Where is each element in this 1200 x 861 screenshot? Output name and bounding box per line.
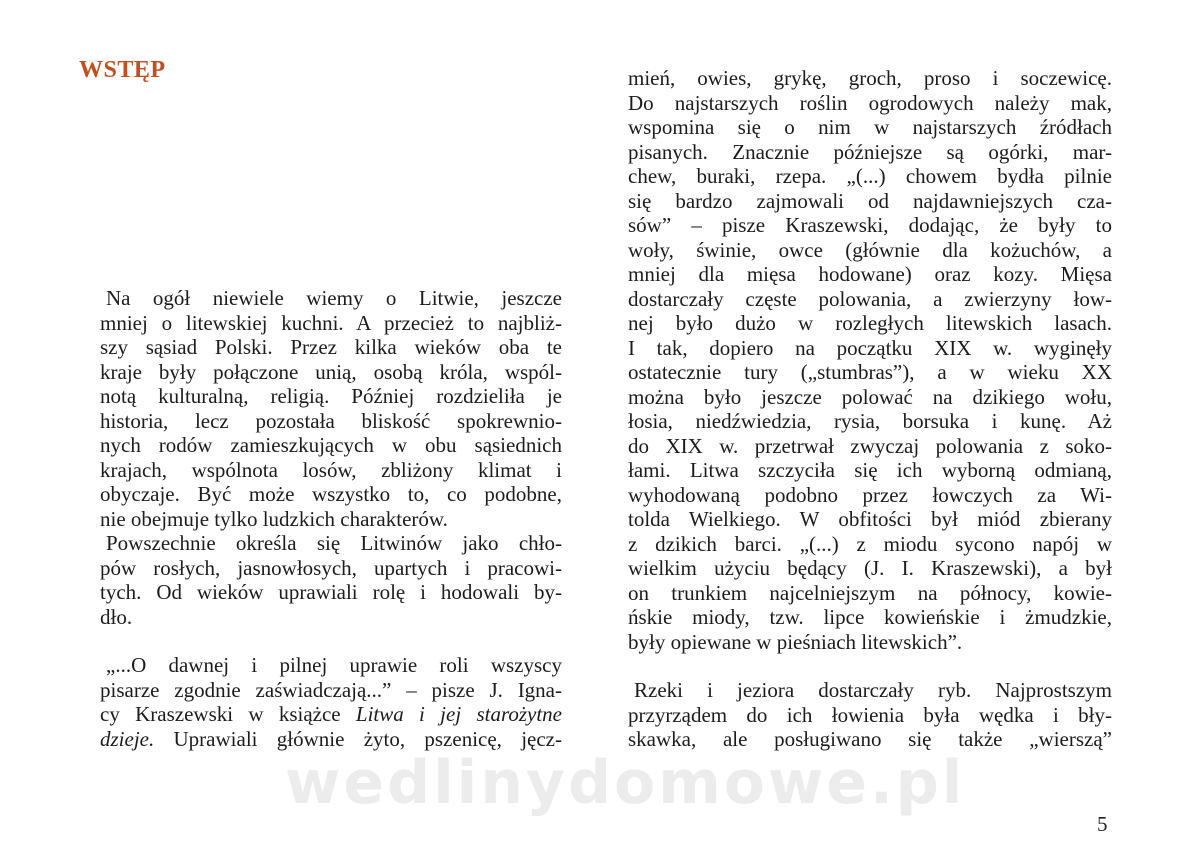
- text-line: były opiewane w pieśniach litewskich”.: [628, 629, 963, 654]
- text-line: pów rosłych, jasnowłosych, upartych i pracowi-: [100, 555, 562, 580]
- right-column: [628, 66, 1112, 752]
- text-fragment: Uprawiali głównie żyto, pszenicę, jęcz-: [154, 726, 562, 751]
- watermark-text: wedlinydomowe.pl: [285, 748, 966, 818]
- text-line: I tak, dopiero na początku XIX w. wyginęły: [628, 335, 1112, 360]
- text-line: tych. Od wieków uprawiali rolę i hodowali by-: [100, 580, 562, 604]
- paragraph-gap: [100, 629, 562, 653]
- text-line: historia, lecz pozostała bliskość spokrewnio-: [100, 408, 562, 433]
- paragraph-3: [100, 653, 562, 751]
- book-title-fragment: dzieje.: [100, 726, 155, 751]
- text-line: łosia, niedźwiedzia, rysia, borsuka i kunę. Aż: [628, 409, 1112, 433]
- text-line: wspomina się o nim w najstarszych źródłach: [628, 115, 1112, 139]
- text-line: łami. Litwa szczyciła się ich wyborną odmianą,: [628, 458, 1112, 482]
- paragraph-2: [100, 531, 562, 629]
- text-line: notą kulturalną, religią. Później rozdzieliła je: [100, 384, 562, 408]
- paragraph-rzeki: [628, 678, 1112, 752]
- text-line: Do najstarszych roślin ogrodowych należy mak,: [628, 90, 1112, 115]
- text-line: tolda Wielkiego. W obfitości był miód zbierany: [628, 507, 1112, 531]
- text-line: do XIX w. przetrwał zwyczaj polowania z soko-: [628, 433, 1112, 458]
- text-line: ńskie miody, tzw. lipce kowieńskie i żmudzkie,: [628, 605, 1112, 629]
- text-line: przyrządem do ich łowienia była wędka i bły-: [628, 702, 1112, 727]
- paragraph-1: [100, 286, 562, 531]
- chapter-heading: WSTĘP: [79, 57, 166, 83]
- page-number: 5: [1097, 812, 1108, 836]
- text-line: ostatecznie tury („stumbras”), a w wieku XX: [628, 360, 1112, 384]
- text-line: pisarze zgodnie zaświadczają...” – pisze J. Igna-: [100, 677, 562, 702]
- left-column: [100, 286, 562, 751]
- text-line: z dzikich barci. „(...) z miodu sycono napój w: [628, 531, 1112, 556]
- text-line: krajach, wspólnota losów, zbliżony klimat i: [100, 457, 562, 482]
- text-line: można było jeszcze polować na dzikiego wołu,: [628, 384, 1112, 409]
- text-line: obyczaje. Być może wszystko to, co podobne,: [100, 482, 562, 506]
- text-line: dło.: [100, 604, 133, 629]
- text-line: wyhodowaną podobno przez łowczych za Wi-: [628, 482, 1112, 507]
- text-line: nie obejmuje tylko ludzkich charakterów.: [100, 506, 448, 531]
- paragraph-continued: [628, 66, 1112, 654]
- text-line: mniej dla mięsa hodowane) oraz kozy. Mięsa: [628, 262, 1112, 286]
- text-line: szy sąsiad Polski. Przez kilka wieków oba te: [100, 335, 562, 359]
- text-line: wielkim użyciu będący (J. I. Kraszewski), a był: [628, 556, 1112, 580]
- text-line: skawka, ale posługiwano się także „wierszą”: [628, 727, 1112, 751]
- text-line: nej było dużo w rozległych litewskich lasach.: [628, 311, 1112, 335]
- text-line: nych rodów zamieszkujących w obu sąsiednich: [100, 433, 562, 457]
- text-line: „...O dawnej i pilnej uprawie roli wszyscy: [106, 653, 562, 677]
- text-line: mień, owies, grykę, groch, proso i soczewicę.: [628, 66, 1112, 90]
- text-fragment: cy Kraszewski w książce: [100, 702, 356, 726]
- text-line: sów” – pisze Kraszewski, dodając, że były to: [628, 213, 1112, 237]
- text-line: Rzeki i jeziora dostarczały ryb. Najprostszym: [634, 678, 1112, 702]
- text-line: [100, 702, 562, 727]
- text-line: kraje były połączone unią, osobą króla, wspól-: [100, 359, 562, 384]
- text-line: on trunkiem najcelniejszym na północy, kowie-: [628, 580, 1112, 605]
- text-line: Powszechnie określa się Litwinów jako chło-: [106, 531, 562, 555]
- text-line: mniej o litewskiej kuchni. A przecież to najbliż-: [100, 310, 562, 335]
- book-title-fragment: Litwa i jej starożytne: [355, 702, 562, 726]
- text-line: chew, buraki, rzepa. „(...) chowem bydła pilnie: [628, 164, 1112, 188]
- paragraph-gap: [628, 654, 1112, 678]
- text-line: się bardzo zajmowali od najdawniejszych cza-: [628, 188, 1112, 213]
- text-line: dostarczały częste polowania, a zwierzyny łow-: [628, 286, 1112, 311]
- text-line: Na ogół niewiele wiemy o Litwie, jeszcze: [106, 286, 562, 310]
- text-line: woły, świnie, owce (głównie dla kożuchów, a: [628, 237, 1112, 262]
- text-line: pisanych. Znacznie późniejsze są ogórki, mar-: [628, 139, 1112, 164]
